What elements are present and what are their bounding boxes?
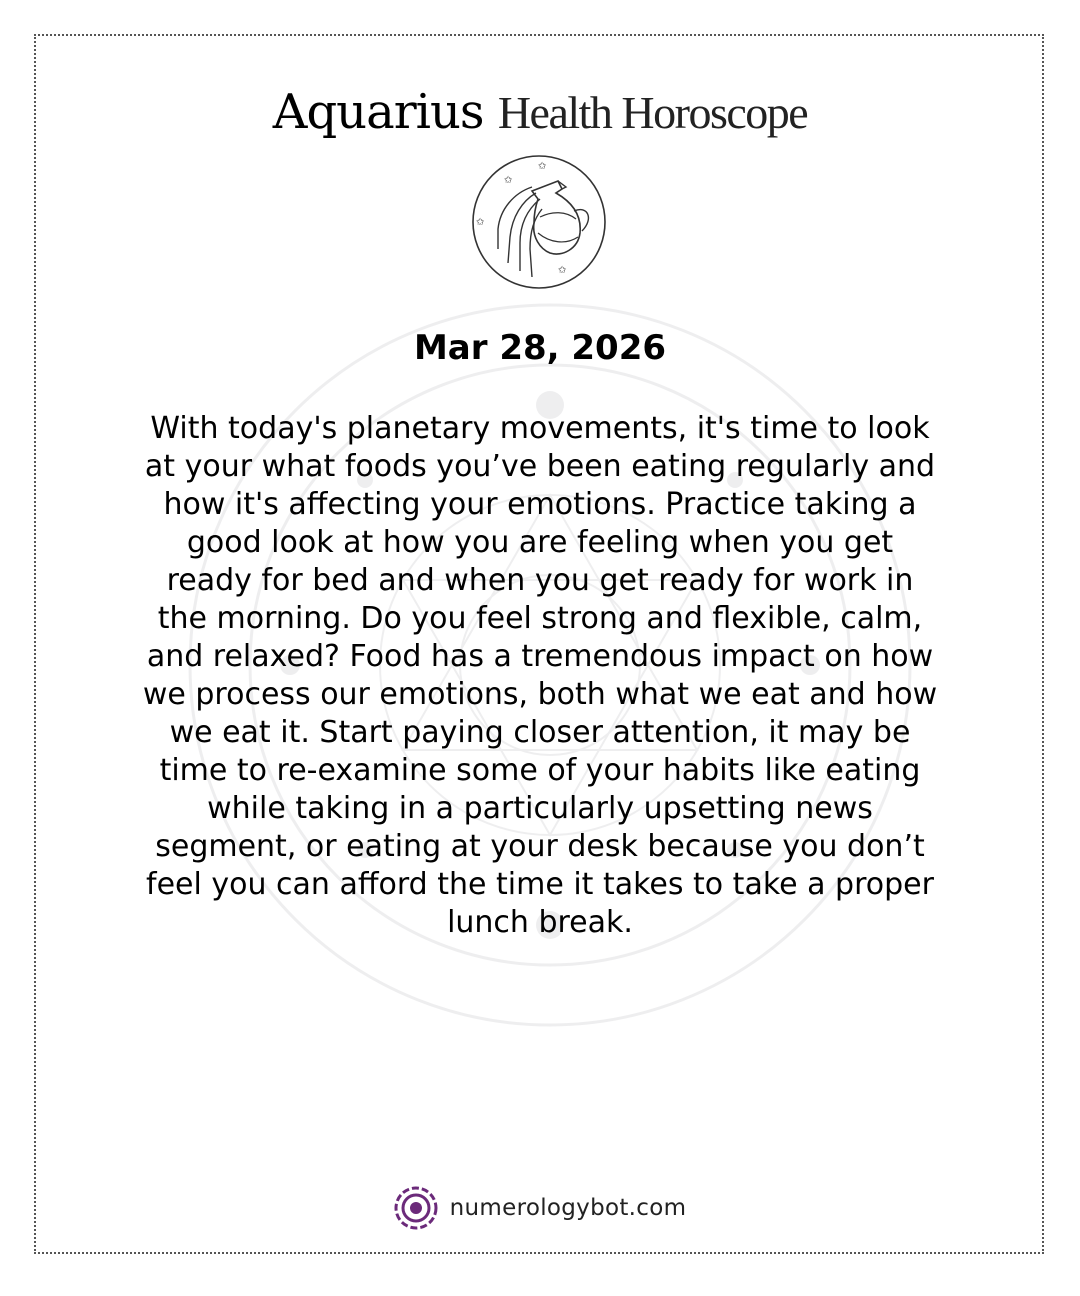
horoscope-text: With today's planetary movements, it's time to look at your what foods you’ve been eating regularly and how it's affecting your emotions. Practice taking a good look at how you are feeling when you get ready for bed and when you get ready for work in the morning. Do you feel strong and flexible, calm, and relaxed? Food has a tremendous impact on how we process our emotions, both what we eat and how we eat it. Start paying closer attention, it may be time to re-examine some of your habits like eating while taking in a particularly upsetting news segment, or eating at your desk because you don’t feel you can afford the time it takes to take a proper lunch break.	[142, 411, 938, 940]
svg-text:✩: ✩	[538, 161, 547, 172]
numerologybot-logo-icon	[394, 1186, 438, 1230]
title-sign: Aquarius	[272, 84, 484, 140]
footer	[0, 1186, 1080, 1230]
aquarius-water-bearer-icon	[470, 153, 608, 291]
page-title	[0, 82, 1080, 143]
horoscope-date: Mar 28, 2026	[413, 328, 667, 368]
footer-site-link[interactable]: numerologybot.com	[449, 1195, 687, 1221]
svg-text:✩: ✩	[476, 217, 485, 228]
svg-text:✩: ✩	[558, 265, 567, 276]
title-rest: Health Horoscope	[497, 87, 808, 138]
svg-text:✩: ✩	[504, 175, 513, 186]
